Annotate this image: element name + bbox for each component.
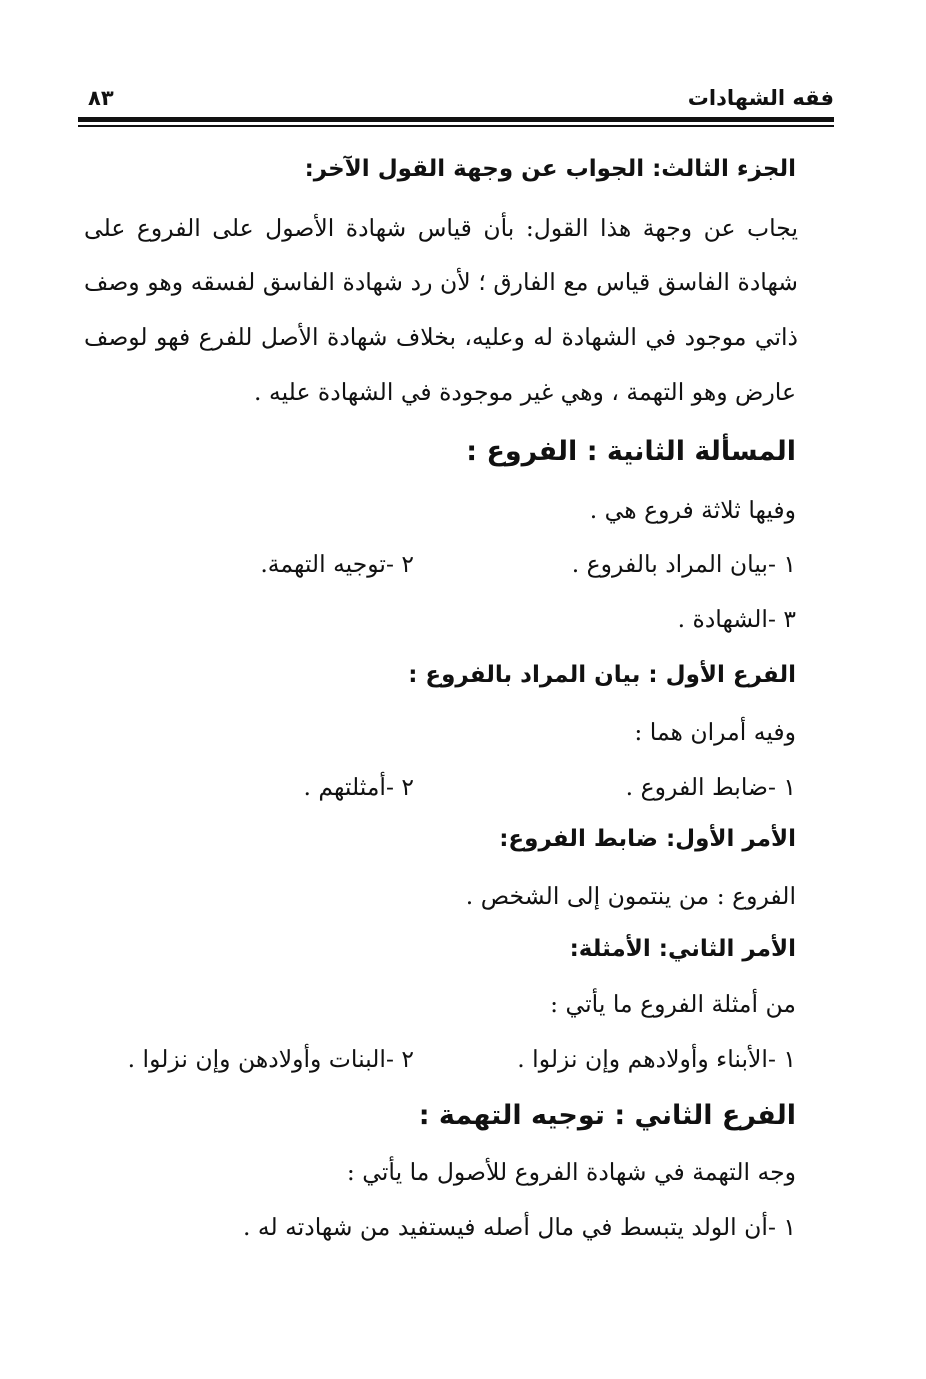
branch2-item-1: ١ -أن الولد يتبسط في مال أصله فيستفيد من شهادته له . [242,1213,796,1241]
paragraph-line-3: ذاتي موجود في الشهادة له وعليه، بخلاف شهادة الأصل للفرع فهو لوصف [84,323,798,351]
branch1-intro: وفيه أمران هما : [634,718,796,746]
matter1-heading: الأمر الأول: ضابط الفروع: [499,826,796,852]
issue2-item-1: ١ -بيان المراد بالفروع . [571,550,796,578]
issue2-intro: وفيها ثلاثة فروع هي . [589,496,796,524]
header-rule-thick [78,117,834,122]
matter2-heading: الأمر الثاني: الأمثلة: [569,936,796,962]
matter1-text: الفروع : من ينتمون إلى الشخص . [465,882,796,910]
matter2-intro: من أمثلة الفروع ما يأتي : [550,990,796,1018]
paragraph-line-1: يجاب عن وجهة هذا القول: بأن قياس شهادة الأصول على الفروع على [84,214,798,242]
branch1-heading: الفرع الأول : بيان المراد بالفروع : [408,662,796,688]
running-title: فقه الشهادات [687,86,834,110]
matter2-item-1: ١ -الأبناء وأولادهم وإن نزلوا . [517,1045,796,1073]
branch2-intro: وجه التهمة في شهادة الفروع للأصول ما يأتي : [346,1158,796,1186]
matter2-item-2: ٢ -البنات وأولادهن وإن نزلوا . [127,1045,414,1073]
issue2-heading: المسألة الثانية : الفروع : [466,436,796,467]
section-part3-heading: الجزء الثالث: الجواب عن وجهة القول الآخر: [304,156,796,182]
page-number: ٨٣ [88,86,114,110]
branch1-item-1: ١ -ضابط الفروع . [625,773,796,801]
paragraph-line-4: عارض وهو التهمة ، وهي غير موجودة في الشهادة عليه . [254,378,796,406]
header-rule-thin [78,125,834,127]
issue2-item-2: ٢ -توجيه التهمة. [260,550,414,578]
branch1-item-2: ٢ -أمثلتهم . [303,773,414,801]
running-header [78,84,834,114]
issue2-item-3: ٣ -الشهادة . [677,605,796,633]
branch2-heading: الفرع الثاني : توجيه التهمة : [418,1100,796,1131]
paragraph-line-2: شهادة الفاسق قياس مع الفارق ؛ لأن رد شهادة الفاسق لفسقه وهو وصف [84,268,798,296]
